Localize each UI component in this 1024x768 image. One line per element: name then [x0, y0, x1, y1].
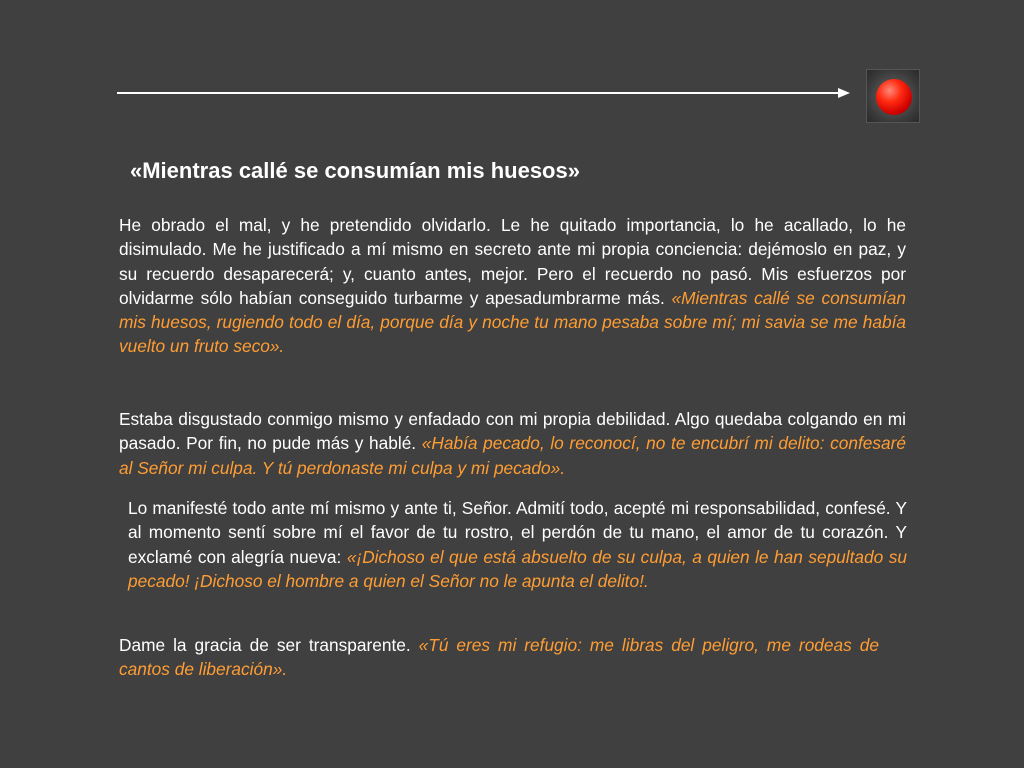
paragraph-2: [119, 407, 906, 480]
paragraph-1: [119, 213, 906, 359]
psalm-quote: «Tú eres mi refugio: me libras del peligro, me rodeas de cantos de liberación».: [119, 635, 879, 680]
slide-title: «Mientras callé se consumían mis huesos»: [130, 158, 580, 183]
arrow-right-icon: [838, 88, 850, 98]
paragraph-3: [128, 496, 907, 593]
psalm-quote: «Mientras callé se consumían mis huesos, rugiendo todo el día, porque día y noche tu mano pesaba sobre mí; mi savia se me había vuelto un fruto seco».: [119, 287, 906, 357]
paragraph-text: Dame la gracia de ser transparente.: [119, 635, 419, 655]
psalm-quote: «Había pecado, lo reconocí, no te encubrí mi delito: confesaré al Señor mi culpa. Y tú perdonaste mi culpa y mi pecado».: [119, 433, 906, 478]
paragraph-text: Lo manifesté todo ante mí mismo y ante ti, Señor. Admití todo, acepté mi responsabilidad, confesé. Y al momento sentí sobre mí el favor de tu rostro, el perdón de tu mano, el amor de tu corazón. Y exclamé con alegría nueva:: [128, 498, 907, 567]
paragraph-4: [119, 633, 879, 682]
stop-button[interactable]: [866, 69, 920, 123]
red-stop-icon: [876, 79, 912, 115]
paragraph-text: Estaba disgustado conmigo mismo y enfadado con mi propia debilidad. Algo quedaba colgando en mi pasado. Por fin, no pude más y hablé.: [119, 409, 906, 454]
psalm-quote: «¡Dichoso el que está absuelto de su culpa, a quien le han sepultado su pecado! ¡Dichoso el hombre a quien el Señor no le apunta el delito!.: [128, 546, 907, 591]
paragraph-text: He obrado el mal, y he pretendido olvidarlo. Le he quitado importancia, lo he acallado, lo he disimulado. Me he justificado a mí mismo en secreto ante mi propia conciencia: dejémoslo en paz, y su recuerdo desaparecerá; y, cuanto antes, mejor. Pero el recuerdo no pasó. Mis esfuerzos por olvidarme sólo habían conseguido turbarme y apesadumbrarme más.: [119, 215, 906, 308]
arrow-line: [117, 92, 841, 94]
